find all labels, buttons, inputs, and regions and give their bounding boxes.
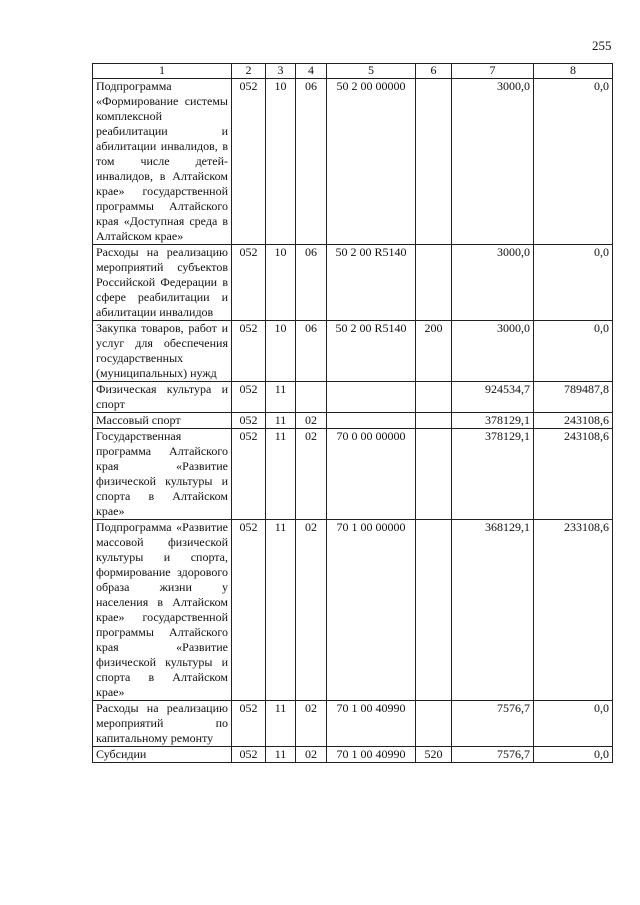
table-cell-col-7: 924534,7 xyxy=(452,382,534,413)
table-cell-col-5: 70 1 00 00000 xyxy=(327,520,416,701)
table-cell-col-4 xyxy=(296,382,327,413)
table-cell-col-6: 520 xyxy=(416,747,452,763)
column-header-1: 1 xyxy=(93,64,232,79)
table-cell-col-4: 02 xyxy=(296,413,327,429)
table-cell-col-8: 243108,6 xyxy=(534,413,613,429)
table-cell-col-5: 50 2 00 R5140 xyxy=(327,321,416,382)
table-cell-col-2: 052 xyxy=(232,413,266,429)
table-cell-col-8: 233108,6 xyxy=(534,520,613,701)
column-header-2: 2 xyxy=(232,64,266,79)
column-header-8: 8 xyxy=(534,64,613,79)
table-cell-col-7: 3000,0 xyxy=(452,245,534,321)
table-cell-col-7: 378129,1 xyxy=(452,429,534,520)
table-cell-col-1: Подпрограмма «Развитие массовой физической культуры и спорта, формирование здорового образа жизни у населения в Алтайском крае» государственной программы Алтайского края «Развитие физической культуры и спорта в Алтайском крае» xyxy=(93,520,232,701)
table-cell-col-4: 06 xyxy=(296,321,327,382)
table-cell-col-3: 10 xyxy=(266,321,296,382)
table-cell-col-6 xyxy=(416,520,452,701)
table-cell-col-5: 70 1 00 40990 xyxy=(327,747,416,763)
column-header-7: 7 xyxy=(452,64,534,79)
table-cell-col-8: 0,0 xyxy=(534,747,613,763)
table-cell-col-3: 11 xyxy=(266,382,296,413)
table-cell-col-6 xyxy=(416,413,452,429)
table-cell-col-2: 052 xyxy=(232,701,266,747)
table-row xyxy=(93,413,613,429)
table-cell-col-1: Расходы на реализацию мероприятий по капитальному ремонту xyxy=(93,701,232,747)
table-cell-col-8: 789487,8 xyxy=(534,382,613,413)
column-header-5: 5 xyxy=(327,64,416,79)
budget-table xyxy=(92,63,613,763)
table-cell-col-2: 052 xyxy=(232,245,266,321)
table-cell-col-2: 052 xyxy=(232,747,266,763)
table-row xyxy=(93,429,613,520)
table-cell-col-5: 70 1 00 40990 xyxy=(327,701,416,747)
table-cell-col-6: 200 xyxy=(416,321,452,382)
table-cell-col-2: 052 xyxy=(232,79,266,245)
table-row xyxy=(93,747,613,763)
table-cell-col-2: 052 xyxy=(232,429,266,520)
table-cell-col-7: 3000,0 xyxy=(452,79,534,245)
table-cell-col-5: 70 0 00 00000 xyxy=(327,429,416,520)
table-cell-col-2: 052 xyxy=(232,520,266,701)
table-cell-col-1: Расходы на реализацию мероприятий субъектов Российской Федерации в сфере реабилитации и абилитации инвалидов xyxy=(93,245,232,321)
table-cell-col-8: 0,0 xyxy=(534,701,613,747)
column-header-4: 4 xyxy=(296,64,327,79)
table-cell-col-5 xyxy=(327,413,416,429)
table-cell-col-2: 052 xyxy=(232,382,266,413)
table-cell-col-7: 7576,7 xyxy=(452,747,534,763)
table-cell-col-4: 02 xyxy=(296,701,327,747)
table-cell-col-5 xyxy=(327,382,416,413)
table-cell-col-6 xyxy=(416,382,452,413)
table-cell-col-8: 243108,6 xyxy=(534,429,613,520)
table-row xyxy=(93,79,613,245)
table-cell-col-8: 0,0 xyxy=(534,79,613,245)
table-cell-col-1: Массовый спорт xyxy=(93,413,232,429)
table-cell-col-1: Государственная программа Алтайского края «Развитие физической культуры и спорта в Алтайском крае» xyxy=(93,429,232,520)
table-cell-col-4: 02 xyxy=(296,747,327,763)
table-cell-col-6 xyxy=(416,245,452,321)
table-cell-col-2: 052 xyxy=(232,321,266,382)
table-cell-col-3: 11 xyxy=(266,520,296,701)
table-cell-col-7: 7576,7 xyxy=(452,701,534,747)
column-header-6: 6 xyxy=(416,64,452,79)
table-cell-col-7: 368129,1 xyxy=(452,520,534,701)
table-cell-col-3: 11 xyxy=(266,701,296,747)
page-number: 255 xyxy=(592,38,612,53)
table-cell-col-3: 11 xyxy=(266,747,296,763)
table-row xyxy=(93,520,613,701)
table-header-row xyxy=(93,64,613,79)
table-cell-col-7: 3000,0 xyxy=(452,321,534,382)
table-cell-col-6 xyxy=(416,429,452,520)
table-cell-col-1: Подпрограмма «Формирование системы комплексной реабилитации и абилитации инвалидов, в том числе детей-инвалидов, в Алтайском крае» государственной программы Алтайского края «Доступная среда в Алтайском крае» xyxy=(93,79,232,245)
table-cell-col-1: Субсидии xyxy=(93,747,232,763)
table-cell-col-4: 02 xyxy=(296,520,327,701)
table-cell-col-4: 06 xyxy=(296,79,327,245)
table-cell-col-1: Закупка товаров, работ и услуг для обеспечения государственных (муниципальных) нужд xyxy=(93,321,232,382)
table-cell-col-6 xyxy=(416,79,452,245)
table-cell-col-5: 50 2 00 R5140 xyxy=(327,245,416,321)
table-cell-col-8: 0,0 xyxy=(534,245,613,321)
table-cell-col-3: 10 xyxy=(266,79,296,245)
table-cell-col-8: 0,0 xyxy=(534,321,613,382)
table-row xyxy=(93,245,613,321)
table-row xyxy=(93,321,613,382)
table-cell-col-1: Физическая культура и спорт xyxy=(93,382,232,413)
table-cell-col-4: 02 xyxy=(296,429,327,520)
table-cell-col-4: 06 xyxy=(296,245,327,321)
table-cell-col-6 xyxy=(416,701,452,747)
table-cell-col-3: 11 xyxy=(266,413,296,429)
table-row xyxy=(93,701,613,747)
column-header-3: 3 xyxy=(266,64,296,79)
table-row xyxy=(93,382,613,413)
table-cell-col-5: 50 2 00 00000 xyxy=(327,79,416,245)
table-cell-col-3: 11 xyxy=(266,429,296,520)
table-cell-col-3: 10 xyxy=(266,245,296,321)
table-cell-col-7: 378129,1 xyxy=(452,413,534,429)
